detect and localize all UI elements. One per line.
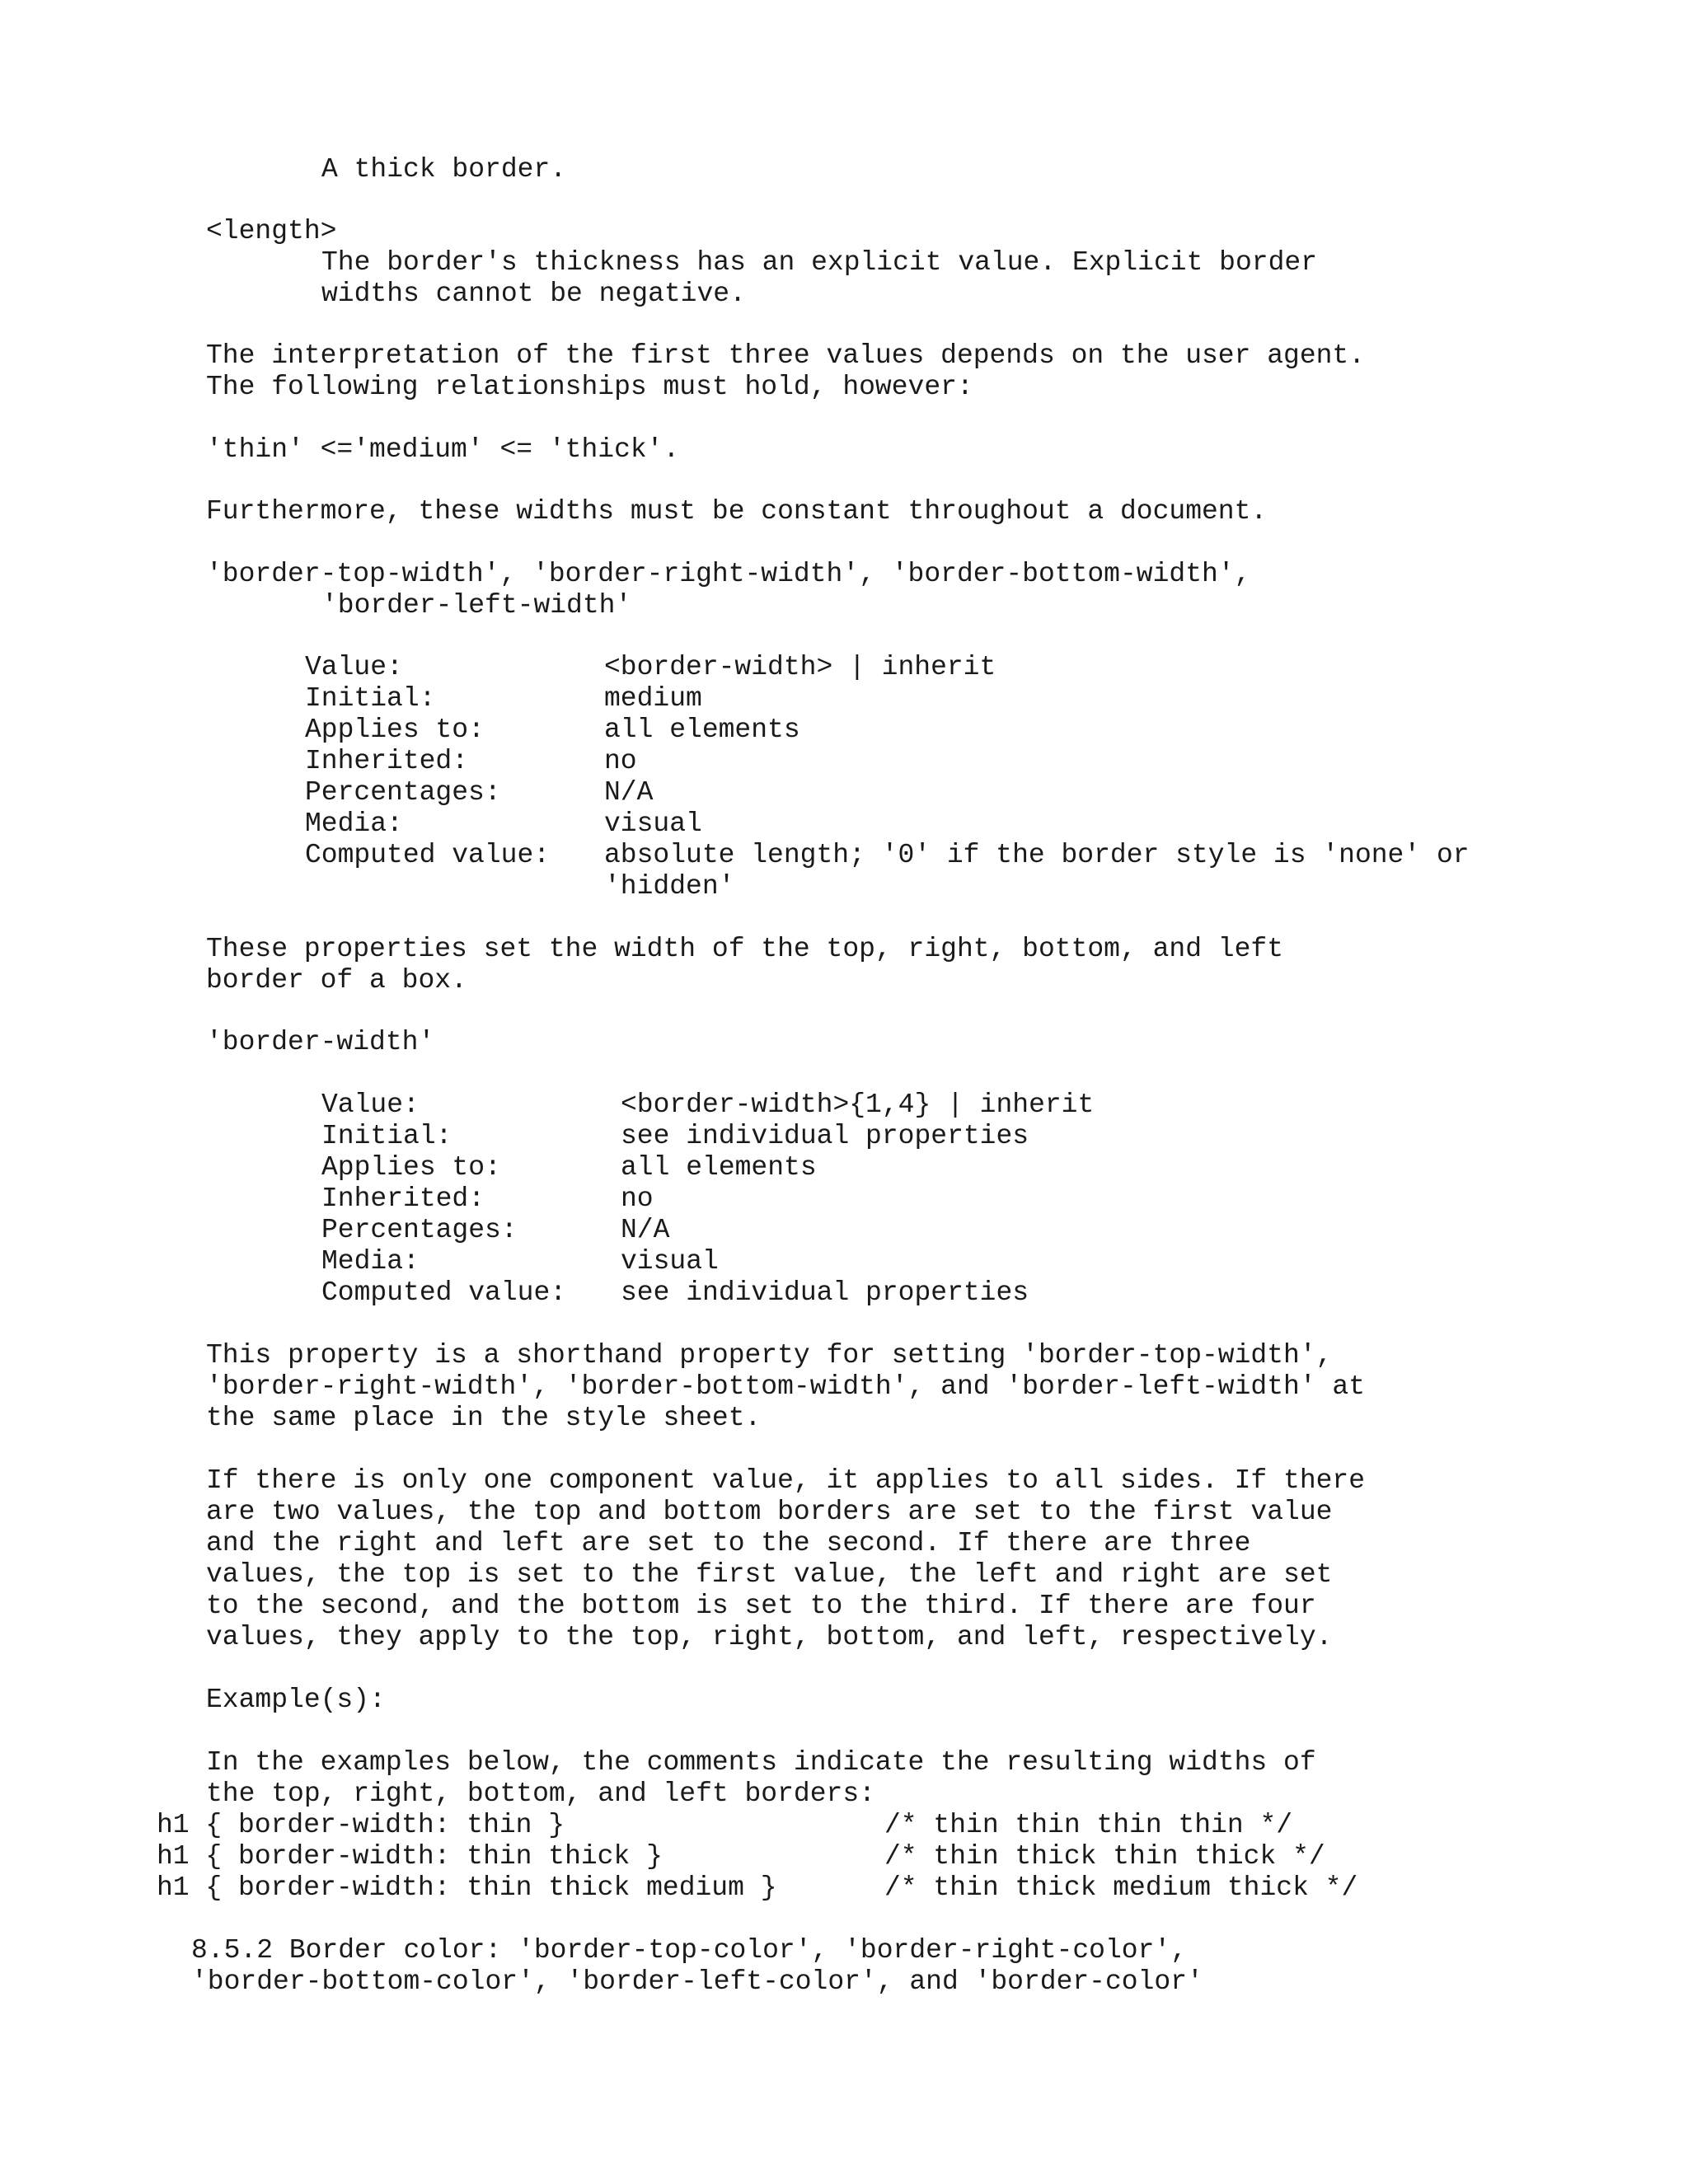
- table-label: Computed value:: [321, 1277, 567, 1308]
- table-label: Initial:: [305, 683, 436, 714]
- interpretation-line-1: The interpretation of the first three values depends on the user agent.: [206, 340, 1366, 371]
- width-relationship: 'thin' <='medium' <= 'thick'.: [206, 434, 680, 465]
- rules-line-4: values, the top is set to the first value, the left and right are set: [206, 1559, 1333, 1590]
- example-intro-line-1: In the examples below, the comments indicate the resulting widths of: [206, 1747, 1316, 1778]
- code-comment: /* thin thick thin thick */: [884, 1841, 1325, 1872]
- table-value: see individual properties: [621, 1277, 1029, 1308]
- table-label: Applies to:: [321, 1152, 501, 1183]
- code-comment: /* thin thin thin thin */: [884, 1810, 1293, 1840]
- next-section-heading-line-2: 'border-bottom-color', 'border-left-color', and 'border-color': [191, 1966, 1203, 1997]
- table-value: <border-width> | inherit: [604, 652, 996, 682]
- table-value: <border-width>{1,4} | inherit: [621, 1090, 1095, 1120]
- rules-line-6: values, they apply to the top, right, bottom, and left, respectively.: [206, 1622, 1333, 1652]
- table-value: all elements: [604, 715, 800, 745]
- thick-description: A thick border.: [321, 154, 567, 185]
- table-label: Percentages:: [305, 777, 501, 808]
- table-label: Value:: [321, 1090, 420, 1120]
- table-value: absolute length; '0' if the border style is 'none' or: [604, 840, 1470, 870]
- table-value: no: [604, 746, 637, 776]
- rules-line-5: to the second, and the bottom is set to the third. If there are four: [206, 1591, 1316, 1621]
- table-label: Media:: [305, 808, 403, 839]
- rules-line-2: are two values, the top and bottom borders are set to the first value: [206, 1497, 1333, 1527]
- table-label: Initial:: [321, 1121, 452, 1151]
- shorthand-description-line-2: 'border-right-width', 'border-bottom-width', and 'border-left-width' at: [206, 1371, 1366, 1402]
- table-label: Value:: [305, 652, 403, 682]
- next-section-heading-line-1: 8.5.2 Border color: 'border-top-color', 'border-right-color',: [191, 1935, 1187, 1966]
- rules-line-1: If there is only one component value, it applies to all sides. If there: [206, 1465, 1366, 1496]
- table-value: visual: [621, 1246, 719, 1277]
- table-label: Applies to:: [305, 715, 485, 745]
- length-term: <length>: [206, 216, 337, 246]
- table-value: visual: [604, 808, 702, 839]
- table-value: N/A: [604, 777, 654, 808]
- table-value: medium: [604, 683, 702, 714]
- property-name-line-1: 'border-top-width', 'border-right-width', 'border-bottom-width',: [206, 559, 1251, 589]
- code-rule: h1 { border-width: thin thick medium }: [157, 1872, 777, 1903]
- table-value: no: [621, 1183, 654, 1214]
- property-name-line-2: 'border-left-width': [321, 590, 632, 621]
- example-label: Example(s):: [206, 1685, 386, 1715]
- code-comment: /* thin thick medium thick */: [884, 1872, 1358, 1903]
- code-rule: h1 { border-width: thin thick }: [157, 1841, 663, 1872]
- shorthand-description-line-3: the same place in the style sheet.: [206, 1403, 762, 1433]
- table-value: see individual properties: [621, 1121, 1029, 1151]
- table-label: Percentages:: [321, 1215, 518, 1245]
- table-label: Inherited:: [305, 746, 469, 776]
- rules-line-3: and the right and left are set to the second. If there are three: [206, 1528, 1251, 1558]
- table-value: all elements: [621, 1152, 817, 1183]
- shorthand-property-name: 'border-width': [206, 1027, 435, 1057]
- code-rule: h1 { border-width: thin }: [157, 1810, 565, 1840]
- interpretation-line-2: The following relationships must hold, however:: [206, 372, 973, 402]
- table-label: Computed value:: [305, 840, 551, 870]
- length-description-line-2: widths cannot be negative.: [321, 279, 746, 309]
- individual-description-line-2: border of a box.: [206, 965, 467, 996]
- individual-description-line-1: These properties set the width of the top, right, bottom, and left: [206, 934, 1284, 964]
- constant-widths-note: Furthermore, these widths must be constant throughout a document.: [206, 496, 1268, 527]
- shorthand-description-line-1: This property is a shorthand property for setting 'border-top-width',: [206, 1340, 1333, 1371]
- example-intro-line-2: the top, right, bottom, and left borders:: [206, 1779, 875, 1809]
- table-value: N/A: [621, 1215, 670, 1245]
- length-description-line-1: The border's thickness has an explicit value. Explicit border: [321, 247, 1317, 278]
- table-label: Media:: [321, 1246, 420, 1277]
- table-value-continuation: 'hidden': [604, 871, 735, 902]
- table-label: Inherited:: [321, 1183, 485, 1214]
